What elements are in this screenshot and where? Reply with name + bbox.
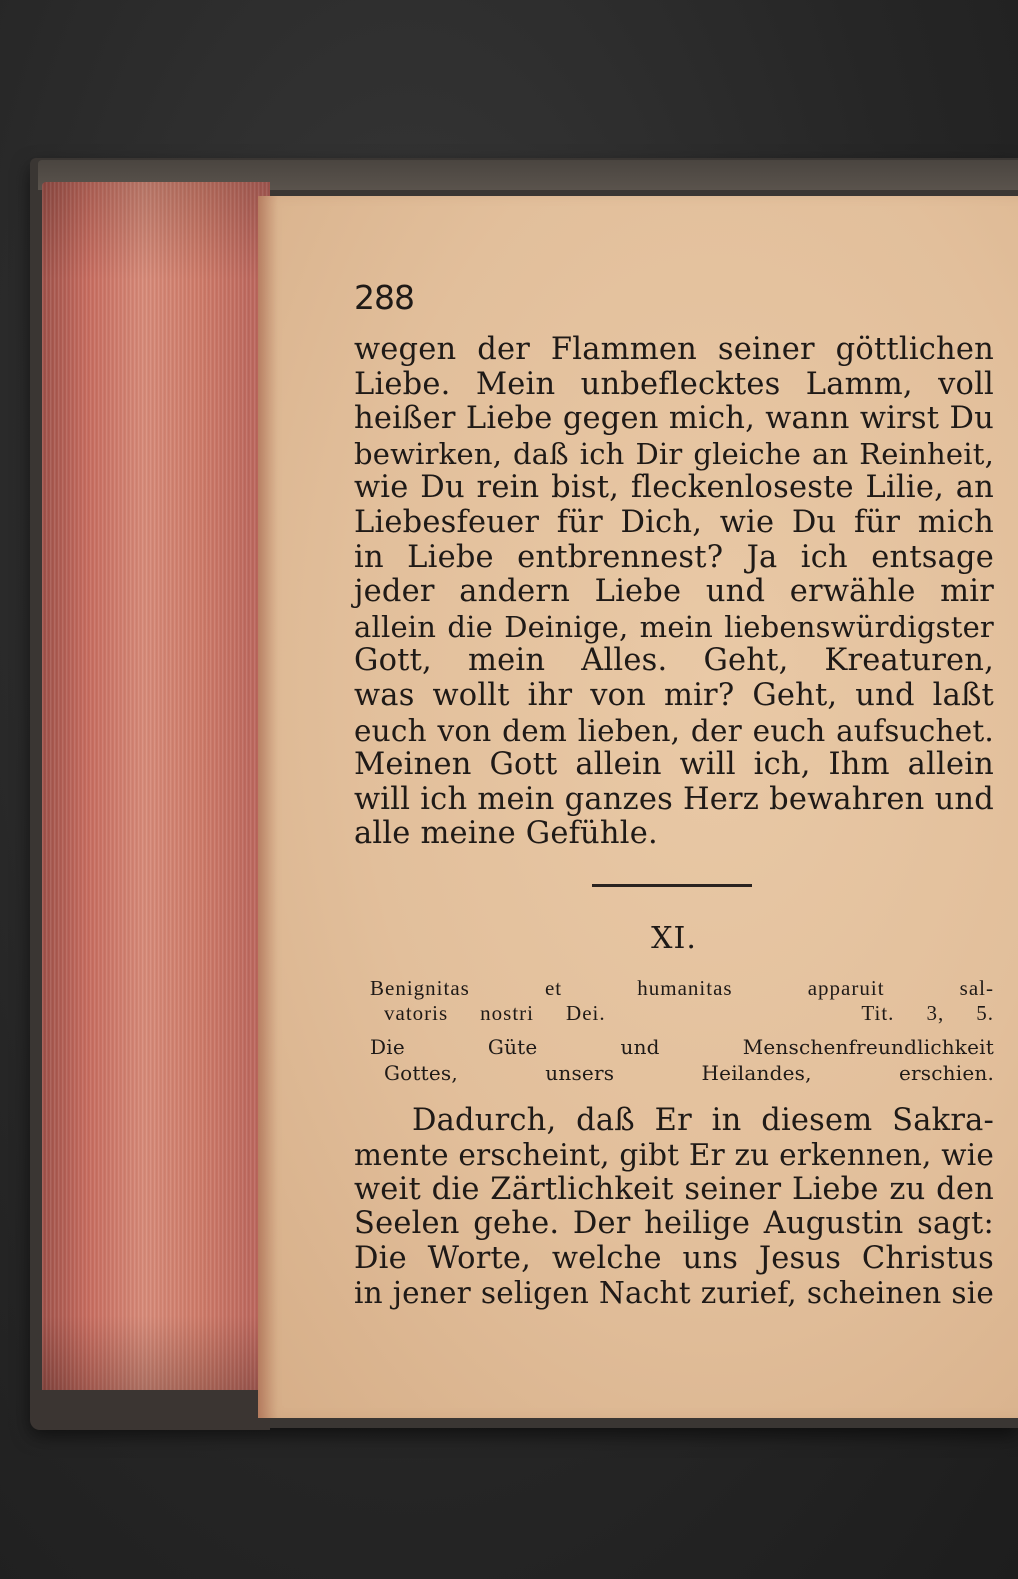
epigraph-line: Benignitas et humanitas apparuit sal- [370, 975, 994, 1000]
german-epigraph [354, 1034, 994, 1086]
text-line: weit die Zärtlichkeit seiner Liebe zu den [354, 1171, 994, 1207]
page-text [354, 278, 994, 1310]
text-line: heißer Liebe gegen mich, wann wirst Du [354, 401, 994, 437]
text-line: Meinen Gott allein will ich, Ihm allein [354, 747, 994, 783]
book-page [258, 196, 1018, 1418]
text-line: mente erscheint, gibt Er zu erkennen, wie [354, 1138, 994, 1173]
text-line: in jener seligen Nacht zurief, scheinen sie [354, 1275, 994, 1310]
text-line: jeder andern Liebe und erwähle mir [354, 574, 994, 610]
epigraph-line: vatoris nostri Dei. Tit. 3, 5. [384, 1000, 994, 1025]
section-divider [592, 884, 752, 887]
text-line: will ich mein ganzes Herz bewahren und [354, 781, 994, 817]
text-line: Gott, mein Alles. Geht, Kreaturen, [354, 643, 994, 679]
text-line-last: alle meine Gefühle. [354, 816, 658, 852]
text-line: wie Du rein bist, fleckenloseste Lilie, an [354, 470, 994, 506]
text-line: Liebe. Mein unbeflecktes Lamm, voll [354, 366, 994, 402]
text-line: allein die Deinige, mein liebenswürdigster [354, 609, 994, 644]
text-line: Seelen gehe. Der heilige Augustin sagt: [354, 1206, 994, 1242]
page-number: 288 [354, 278, 414, 317]
text-line: in Liebe entbrennest? Ja ich entsage [354, 539, 994, 575]
book-cover-bottom [30, 1390, 270, 1430]
text-line: wegen der Flammen seiner göttlichen [354, 332, 994, 367]
text-line: Die Worte, welche uns Jesus Christus [354, 1240, 994, 1276]
text-line: Liebesfeuer für Dich, wie Du für mich [354, 504, 994, 540]
section-paragraph [354, 1104, 994, 1310]
latin-epigraph [354, 976, 994, 1026]
text-line: Dadurch, daß Er in diesem Sakra- [412, 1102, 994, 1138]
text-line: was wollt ihr von mir? Geht, und laßt [354, 677, 994, 713]
section-numeral: XI. [651, 920, 697, 956]
body-paragraph [354, 333, 994, 852]
page-edges [42, 182, 270, 1414]
epigraph-line: Gottes, unsers Heilandes, erschien. [384, 1060, 994, 1085]
text-line: bewirken, daß ich Dir gleiche an Reinheit, [354, 436, 994, 471]
text-line: euch von dem lieben, der euch aufsuchet. [354, 713, 994, 748]
epigraph-line: Die Güte und Menschenfreundlichkeit [370, 1034, 994, 1059]
